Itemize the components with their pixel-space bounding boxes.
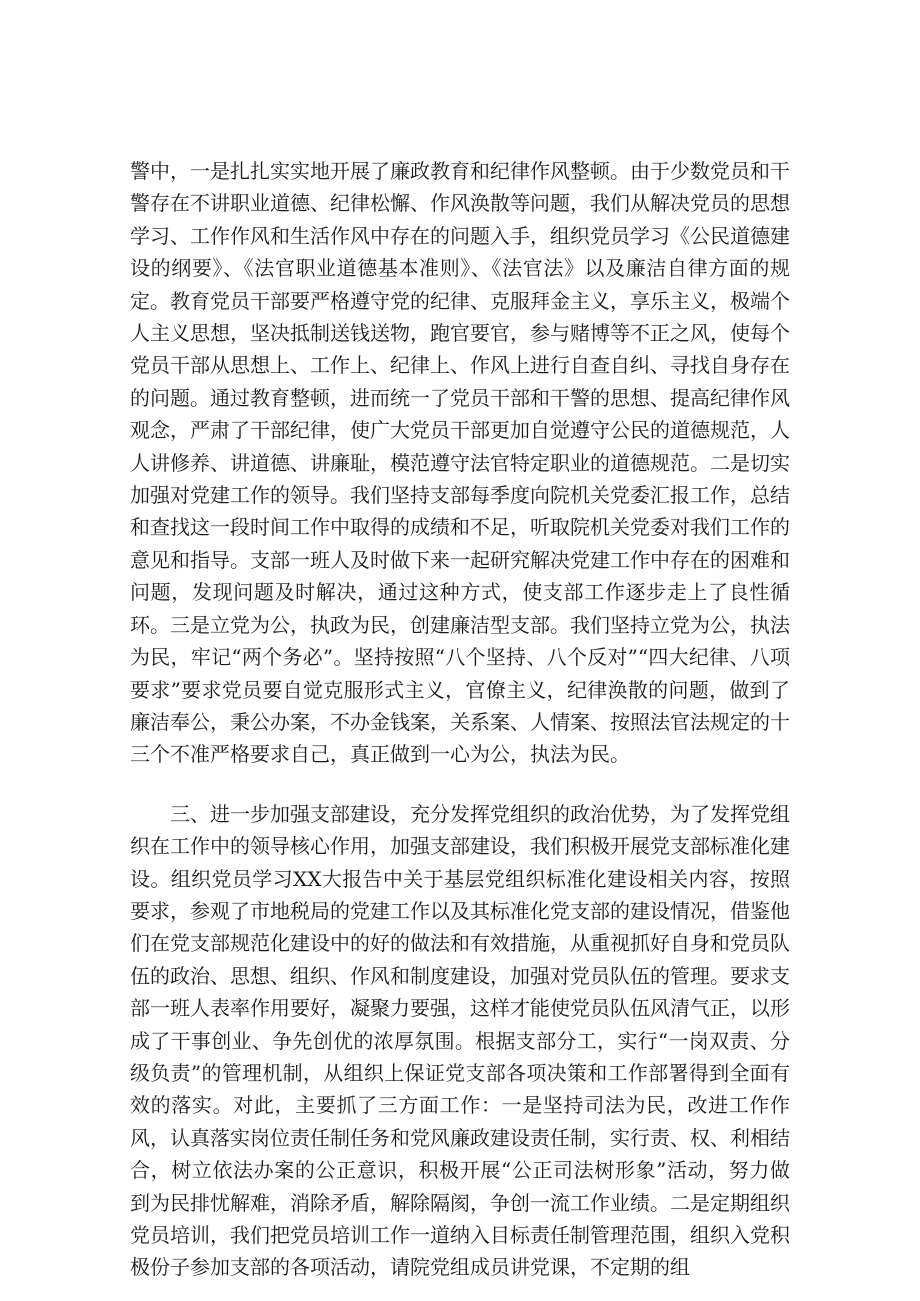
paragraph-section-three: 三、进一步加强支部建设，充分发挥党组织的政治优势，为了发挥党组织在工作中的领导核心作用，加强支部建设，我们积极开展党支部标准化建设。组织党员学习XX大报告中关于基层党组织标准化建设相关内容，按照要求，参观了市地税局的党建工作以及其标准化党支部的建设情况，借鉴他们在党支部规范化建设中的好的做法和有效措施，从重视抓好自身和党员队伍的政治、思想、组织、作风和制度建设，加强对党员队伍的管理。要求支部一班人表率作用要好，凝聚力要强，这样才能使党员队伍风清气正，以形成了干事创业、争先创优的浓厚氛围。根据支部分工，实行“一岗双责、分级负责”的管理机制，从组织上保证党支部各项决策和工作部署得到全面有效的落实。对此，主要抓了三方面工作：一是坚持司法为民，改进工作作风，认真落实岗位责任制任务和党风廉政建设责任制，实行责、权、利相结合，树立依法办案的公正意识，积极开展“公正司法树形象”活动，努力做到为民排忧解难，消除矛盾，解除隔阂，争创一流工作业绩。二是定期组织党员培训，我们把党员培训工作一道纳入目标责任制管理范围，组织入党积极份子参加支部的各项活动，请院党组成员讲党课，不定期的组 — [130, 801, 790, 1280]
paragraph-continued: 警中，一是扎扎实实地开展了廉政教育和纪律作风整顿。由于少数党员和干警存在不讲职业道德、纪律松懈、作风涣散等问题，我们从解决党员的思想学习、工作作风和生活作风中存在的问题入手，组织党员学习《公民道德建设的纲要》、《法官职业道德基本准则》、《法官法》以及廉洁自律方面的规定。教育党员干部要严格遵守党的纪律、克服拜金主义，享乐主义，极端个人主义思想，坚决抵制送钱送物，跑官要官，参与赌博等不正之风，使每个党员干部从思想上、工作上、纪律上、作风上进行自查自纠、寻找自身存在的问题。通过教育整顿，进而统一了党员干部和干警的思想、提高纪律作风观念，严肃了干部纪律，使广大党员干部更加自觉遵守公民的道德规范，人人讲修养、讲道德、讲廉耻，模范遵守法官特定职业的道德规范。二是切实加强对党建工作的领导。我们坚持支部每季度向院机关党委汇报工作，总结和查找这一段时间工作中取得的成绩和不足，听取院机关党委对我们工作的意见和指导。支部一班人及时做下来一起研究解决党建工作中存在的困难和问题，发现问题及时解决，通过这种方式，使支部工作逐步走上了良性循环。三是立党为公，执政为民，创建廉洁型支部。我们坚持立党为公，执法为民，牢记“两个务必”。坚持按照“八个坚持、八个反对”“四大纪律、八项要求”要求党员要自觉克服形式主义，官僚主义，纪律涣散的问题，做到了廉洁奉公，秉公办案，不办金钱案，关系案、人情案、按照法官法规定的十三个不准严格要求自己，真正做到一心为公，执法为民。 — [130, 159, 790, 767]
document-body — [130, 155, 790, 1284]
